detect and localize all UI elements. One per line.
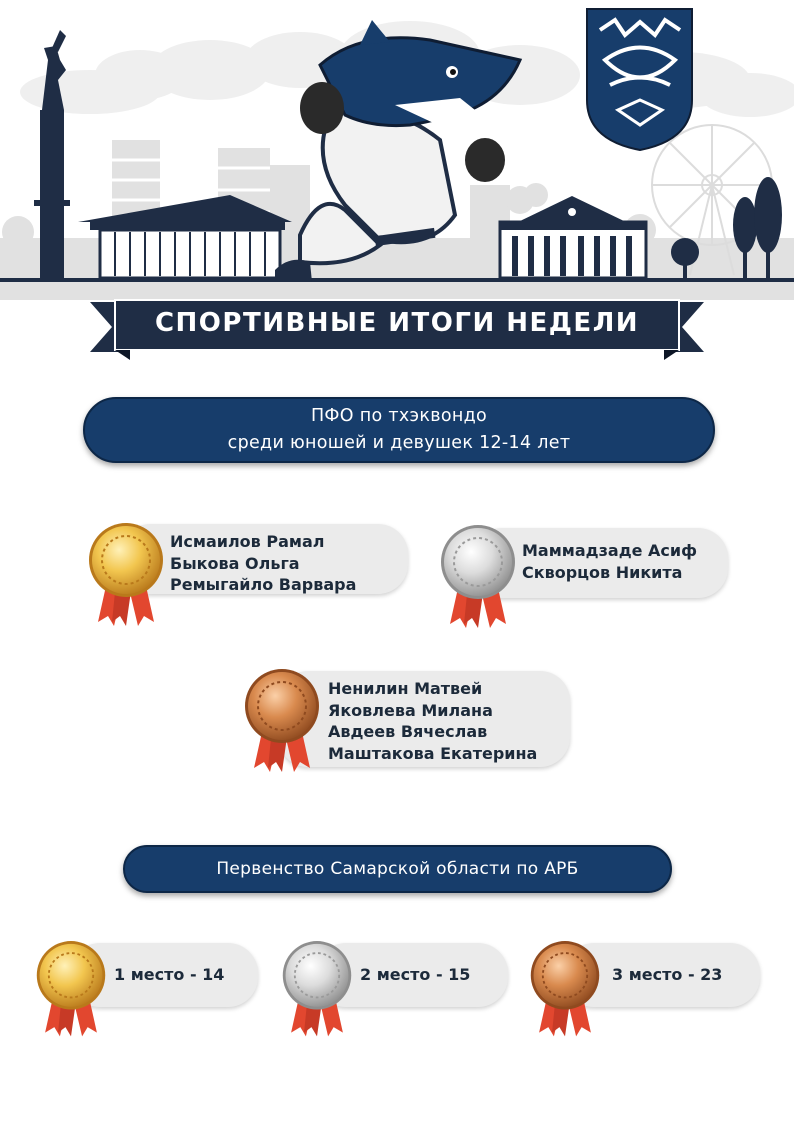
bronze-medal-icon xyxy=(242,668,322,778)
section-title-line2: среди юношей и девушек 12-14 лет xyxy=(227,433,571,453)
gold-medal-icon xyxy=(86,522,166,632)
athlete-name: Авдеев Вячеслав xyxy=(328,722,488,741)
section-title-taekwondo xyxy=(83,397,715,463)
athlete-name: Ненилин Матвей xyxy=(328,679,483,698)
gold-medal-icon xyxy=(34,936,108,1046)
section-title-arb xyxy=(123,845,672,893)
arb-gold-label: 1 место - 14 xyxy=(114,965,225,984)
silver-medal-icon xyxy=(280,936,354,1046)
page-title: СПОРТИВНЫЕ ИТОГИ НЕДЕЛИ xyxy=(154,308,640,338)
section-title-line1: ПФО по тхэквондо xyxy=(310,406,488,426)
athlete-name: Скворцов Никита xyxy=(522,562,683,582)
silver-names xyxy=(522,540,697,583)
silver-medal-icon xyxy=(438,524,518,634)
bronze-names xyxy=(328,678,537,764)
arb-silver-label: 2 место - 15 xyxy=(360,965,471,984)
section-title: Первенство Самарской области по АРБ xyxy=(216,858,579,879)
athlete-name: Яковлева Милана xyxy=(328,700,493,720)
athlete-name: Исмаилов Рамал xyxy=(170,532,325,551)
athlete-name: Быкова Ольга xyxy=(170,553,300,573)
bronze-medal-icon xyxy=(528,936,602,1046)
gold-names xyxy=(170,531,356,596)
athlete-name: Маштакова Екатерина xyxy=(328,743,538,763)
coat-of-arms-icon xyxy=(587,9,692,150)
athlete-name: Маммадзаде Асиф xyxy=(522,541,697,560)
arb-bronze-label: 3 место - 23 xyxy=(612,965,723,984)
hero-illustration xyxy=(0,0,794,300)
athlete-name: Ремыгайло Варвара xyxy=(170,575,357,594)
